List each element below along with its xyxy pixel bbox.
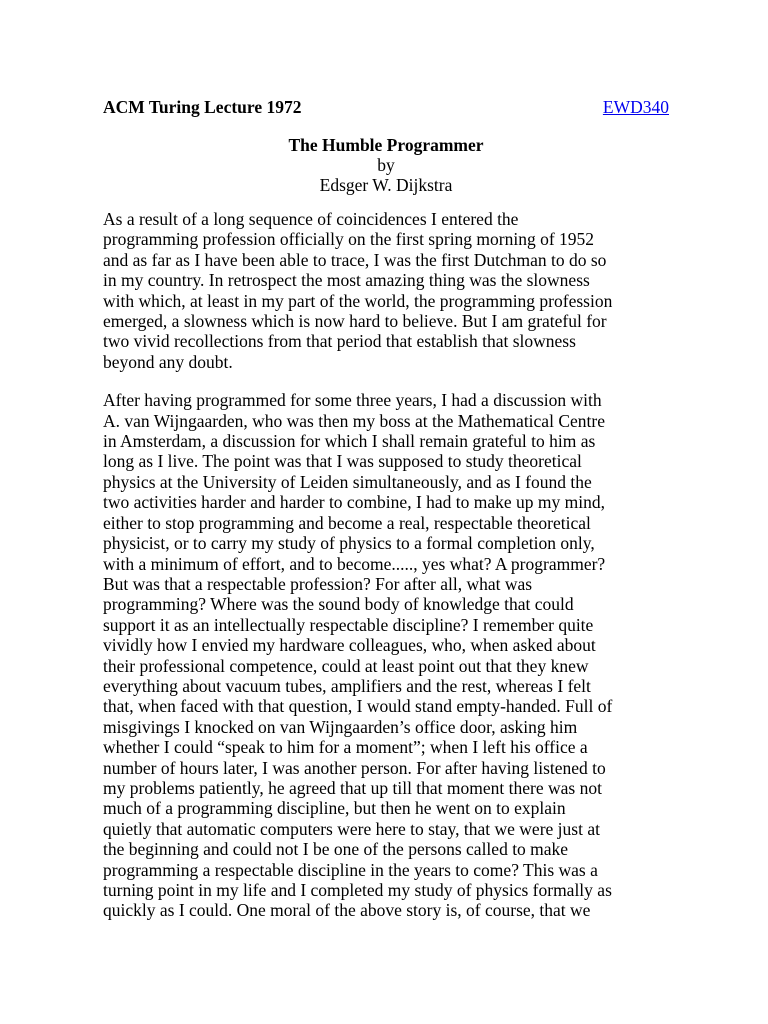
text-line: physicist, or to carry my study of physics to a formal completion only, — [103, 533, 595, 554]
text-line: programming a respectable discipline in the years to come? This was a — [103, 859, 598, 880]
text-line: After having programmed for some three years, I had a discussion with — [103, 390, 602, 411]
text-line: that, when faced with that question, I would stand empty-handed. Full of — [103, 696, 613, 717]
text-line: two vivid recollections from that period that establish that slowness — [103, 331, 576, 352]
text-line: and as far as I have been able to trace, I was the first Dutchman to do so — [103, 249, 607, 270]
text-line: much of a programming discipline, but then he went on to explain — [103, 798, 566, 819]
document-page — [103, 96, 669, 921]
text-line: programming? Where was the sound body of knowledge that could — [103, 594, 574, 615]
text-line: emerged, a slowness which is now hard to believe. But I am grateful for — [103, 311, 607, 332]
text-line: vividly how I envied my hardware colleagues, who, when asked about — [103, 635, 596, 656]
document-title: The Humble Programmer — [288, 135, 484, 155]
text-line: long as I live. The point was that I was supposed to study theoretical — [103, 451, 582, 472]
text-line: But was that a respectable profession? For after all, what was — [103, 573, 533, 594]
text-line: As a result of a long sequence of coincidences I entered the — [103, 209, 519, 229]
text-line: their professional competence, could at least point out that they knew — [103, 655, 589, 676]
text-line: physics at the University of Leiden simultaneously, and as I found the — [103, 471, 592, 492]
text-line: everything about vacuum tubes, amplifiers and the rest, whereas I felt — [103, 675, 591, 696]
title-block — [103, 135, 669, 195]
text-line: whether I could “speak to him for a moment”; when I left his office a — [103, 737, 588, 758]
lecture-title: ACM Turing Lecture 1972 — [103, 97, 302, 117]
text-line: in Amsterdam, a discussion for which I shall remain grateful to him as — [103, 431, 596, 452]
text-line: my problems patiently, he agreed that up till that moment there was not — [103, 777, 602, 798]
by-line: by — [377, 155, 395, 175]
text-line: quietly that automatic computers were here to stay, that we were just at — [103, 818, 600, 839]
text-line: with a minimum of effort, and to become....., yes what? A programmer? — [103, 553, 606, 574]
header-row — [103, 96, 669, 118]
paragraph-2 — [103, 390, 669, 921]
text-line: in my country. In retrospect the most amazing thing was the slowness — [103, 270, 590, 291]
ewd-link[interactable]: EWD340 — [602, 97, 669, 117]
text-line: programming profession officially on the first spring morning of 1952 — [103, 229, 595, 250]
text-line: with which, at least in my part of the world, the programming profession — [103, 290, 613, 311]
text-line: either to stop programming and become a real, respectable theoretical — [103, 512, 591, 533]
text-line: turning point in my life and I completed my study of physics formally as — [103, 880, 612, 900]
text-line: two activities harder and harder to combine, I had to make up my mind, — [103, 492, 606, 513]
text-line: beyond any doubt. — [103, 351, 233, 372]
text-line: the beginning and could not I be one of the persons called to make — [103, 839, 569, 860]
text-line: support it as an intellectually respectable discipline? I remember quite — [103, 614, 594, 635]
text-line: quickly as I could. One moral of the above story is, of course, that we — [103, 900, 591, 921]
author-name: Edsger W. Dijkstra — [319, 175, 453, 195]
text-line: number of hours later, I was another person. For after having listened to — [103, 757, 606, 778]
text-line: A. van Wijngaarden, who was then my boss at the Mathematical Centre — [103, 410, 605, 431]
text-line: misgivings I knocked on van Wijngaarden’s office door, asking him — [103, 716, 578, 737]
paragraph-1 — [103, 209, 669, 372]
